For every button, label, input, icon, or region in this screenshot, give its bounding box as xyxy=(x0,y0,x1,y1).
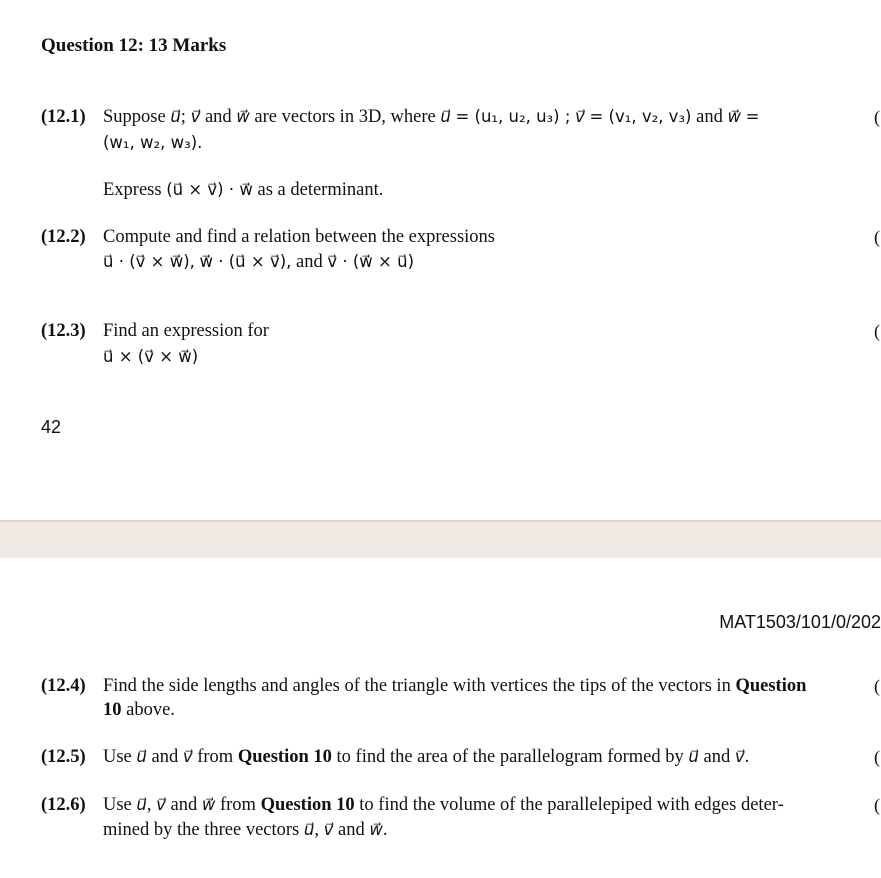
text: from xyxy=(197,747,234,767)
expression-a: u⃗ · (v⃗ × w⃗), xyxy=(103,252,195,271)
text: , xyxy=(314,820,319,840)
text: = xyxy=(745,107,760,126)
text: and xyxy=(296,252,323,272)
mark-bracket: ( xyxy=(874,321,880,341)
question-ref: Question 10 xyxy=(260,795,355,815)
vector-u: u⃗ xyxy=(688,747,699,766)
vector-w: w⃗ xyxy=(727,107,741,126)
text: to find the area of the parallelogram formed by xyxy=(336,747,684,767)
mark-bracket: ( xyxy=(874,747,880,767)
text: and xyxy=(151,747,179,767)
vector-v: v⃗ xyxy=(734,747,745,766)
vector-v: v⃗ xyxy=(323,820,334,839)
item-12-6-line2 xyxy=(103,818,387,842)
item-12-1-line2: (w₁, w₂, w₃). xyxy=(103,133,203,152)
text: . xyxy=(744,747,750,767)
text: and xyxy=(204,107,232,127)
mark-bracket: ( xyxy=(874,227,880,247)
item-12-2-line2 xyxy=(103,250,414,274)
express-expression: (u⃗ × v⃗) · w⃗ xyxy=(166,180,253,199)
item-12-5-line1 xyxy=(103,745,749,769)
text: Use xyxy=(103,747,132,767)
text: mined by the three vectors xyxy=(103,820,300,840)
text: above. xyxy=(126,700,175,720)
vector-v: v⃗ xyxy=(190,107,201,126)
mark-bracket: ( xyxy=(874,676,880,696)
text: and xyxy=(337,820,365,840)
text: from xyxy=(219,795,256,815)
course-code-header: MAT1503/101/0/202 xyxy=(719,612,881,632)
text: and xyxy=(170,795,198,815)
vector-u: u⃗ xyxy=(440,107,451,126)
item-number-12-2: (12.2) xyxy=(41,227,86,247)
vector-u: u⃗ xyxy=(303,820,315,839)
item-12-3-expression: u⃗ × (v⃗ × w⃗) xyxy=(103,347,199,366)
item-number-12-3: (12.3) xyxy=(41,321,86,341)
question-ref: Question xyxy=(735,676,807,696)
text: . xyxy=(382,820,388,840)
v-definition: = (v₁, v₂, v₃) xyxy=(589,107,692,126)
vector-v: v⃗ xyxy=(156,795,166,814)
text: Suppose xyxy=(103,107,166,127)
vector-v: v⃗ xyxy=(182,747,193,766)
text: Use xyxy=(103,795,132,815)
vector-w: w⃗ xyxy=(369,820,383,839)
item-12-3-line1: Find an expression for xyxy=(103,321,269,341)
text: , xyxy=(146,795,152,815)
vector-u: u⃗ xyxy=(136,795,147,814)
text: as a determinant. xyxy=(257,180,384,200)
vector-w: w⃗ xyxy=(236,107,250,126)
item-number-12-5: (12.5) xyxy=(41,747,86,767)
item-number-12-1: (12.1) xyxy=(41,107,86,127)
item-12-1-line1: Suppose u⃗; v⃗ and w⃗ are vectors in 3D, where u⃗ = (u₁, u₂, u₃) ; v⃗ = (v₁, v₂, v₃) and w⃗ = xyxy=(103,107,760,127)
text: and xyxy=(696,107,723,127)
question-title: Question 12: 13 Marks xyxy=(41,35,227,56)
text: and xyxy=(703,747,731,767)
vector-u: u⃗ xyxy=(170,107,181,126)
text: Express xyxy=(103,180,162,200)
u-definition: = (u₁, u₂, u₃) ; xyxy=(455,107,571,126)
expression-c: v⃗ · (w⃗ × u⃗) xyxy=(327,252,415,271)
question-ref: 10 xyxy=(103,700,122,720)
item-12-1-express xyxy=(103,178,383,202)
vector-u: u⃗ xyxy=(136,747,147,766)
item-number-12-4: (12.4) xyxy=(41,676,86,696)
item-12-6-line1 xyxy=(103,793,784,817)
item-12-2-line1: Compute and find a relation between the expressions xyxy=(103,227,495,247)
question-ref: Question 10 xyxy=(237,747,332,767)
item-12-4-line2 xyxy=(103,698,175,722)
vector-w: w⃗ xyxy=(201,795,216,814)
item-12-4-line1 xyxy=(103,674,806,698)
item-number-12-6: (12.6) xyxy=(41,795,86,815)
page-separator xyxy=(0,520,881,558)
page-number: 42 xyxy=(41,417,62,437)
mark-bracket: ( xyxy=(874,107,880,127)
vector-v: v⃗ xyxy=(575,107,585,126)
text: Find the side lengths and angles of the triangle with vertices the tips of the vectors in xyxy=(103,676,731,696)
text: are vectors in 3D, where xyxy=(254,107,436,127)
expression-b: w⃗ · (u⃗ × v⃗), xyxy=(199,252,292,271)
text: to find the volume of the parallelepiped with edges deter- xyxy=(359,795,784,815)
mark-bracket: ( xyxy=(874,795,880,815)
